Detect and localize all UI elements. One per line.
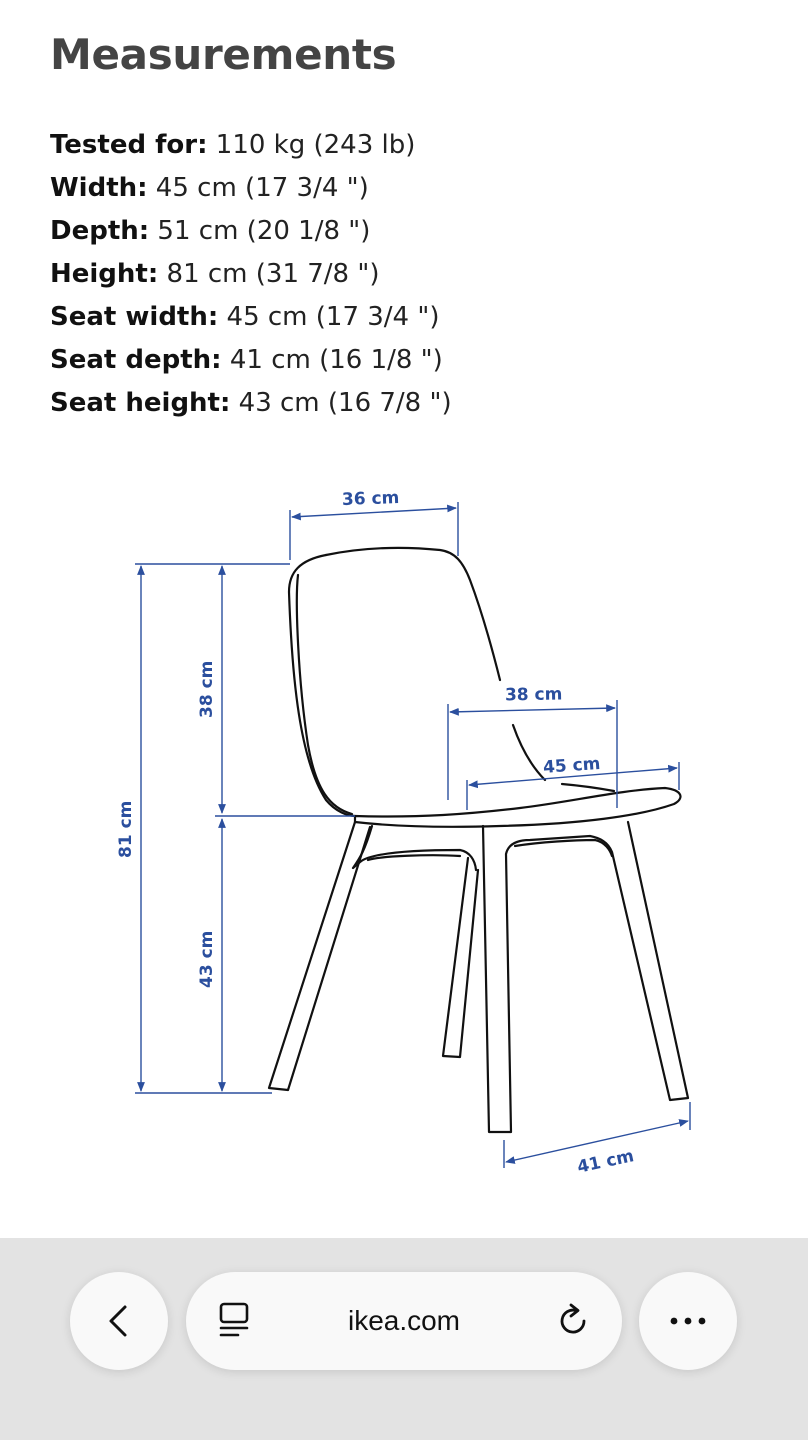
spec-value: 45 cm (17 3/4 ") bbox=[218, 302, 440, 332]
spec-row bbox=[50, 382, 452, 425]
spec-label: Height: bbox=[50, 259, 159, 289]
reload-icon[interactable] bbox=[554, 1302, 592, 1340]
dim-label-backrest-width: 36 cm bbox=[341, 487, 400, 510]
spec-value: 41 cm (16 1/8 ") bbox=[221, 345, 443, 375]
dim-label-backrest-height: 38 cm bbox=[197, 660, 217, 718]
dimension-lines bbox=[135, 502, 690, 1168]
dim-label-seat-width: 45 cm bbox=[542, 753, 602, 778]
spec-label: Tested for: bbox=[50, 130, 208, 160]
url-text: ikea.com bbox=[347, 1305, 461, 1336]
spec-value: 81 cm (31 7/8 ") bbox=[158, 259, 380, 289]
dim-label-total-height: 81 cm bbox=[116, 800, 136, 858]
spec-row bbox=[50, 253, 452, 296]
dim-label-seat-depth: 38 cm bbox=[504, 684, 563, 706]
chair-illustration bbox=[269, 548, 688, 1132]
spec-label: Width: bbox=[50, 173, 148, 203]
browser-toolbar bbox=[0, 1238, 808, 1440]
address-bar[interactable] bbox=[186, 1272, 622, 1370]
spec-row bbox=[50, 167, 452, 210]
page-title: Measurements bbox=[50, 30, 397, 79]
back-button[interactable] bbox=[70, 1272, 168, 1370]
chevron-left-icon bbox=[105, 1304, 133, 1338]
spec-label: Seat width: bbox=[50, 302, 219, 332]
spec-label: Seat height: bbox=[50, 388, 231, 418]
spec-value: 51 cm (20 1/8 ") bbox=[149, 216, 371, 246]
measurements-list bbox=[50, 124, 452, 425]
spec-row bbox=[50, 124, 452, 167]
spec-row bbox=[50, 296, 452, 339]
spec-row bbox=[50, 210, 452, 253]
dim-label-seat-height: 43 cm bbox=[197, 930, 217, 988]
spec-value: 45 cm (17 3/4 ") bbox=[147, 173, 369, 203]
spec-row bbox=[50, 339, 452, 382]
spec-value: 43 cm (16 7/8 ") bbox=[230, 388, 452, 418]
more-dots-icon bbox=[668, 1316, 708, 1326]
spec-label: Depth: bbox=[50, 216, 150, 246]
spec-label: Seat depth: bbox=[50, 345, 222, 375]
spec-value: 110 kg (243 lb) bbox=[207, 130, 416, 160]
chair-dimension-diagram bbox=[0, 470, 808, 1190]
dim-label-leg-span: 41 cm bbox=[575, 1146, 636, 1178]
more-button[interactable] bbox=[639, 1272, 737, 1370]
